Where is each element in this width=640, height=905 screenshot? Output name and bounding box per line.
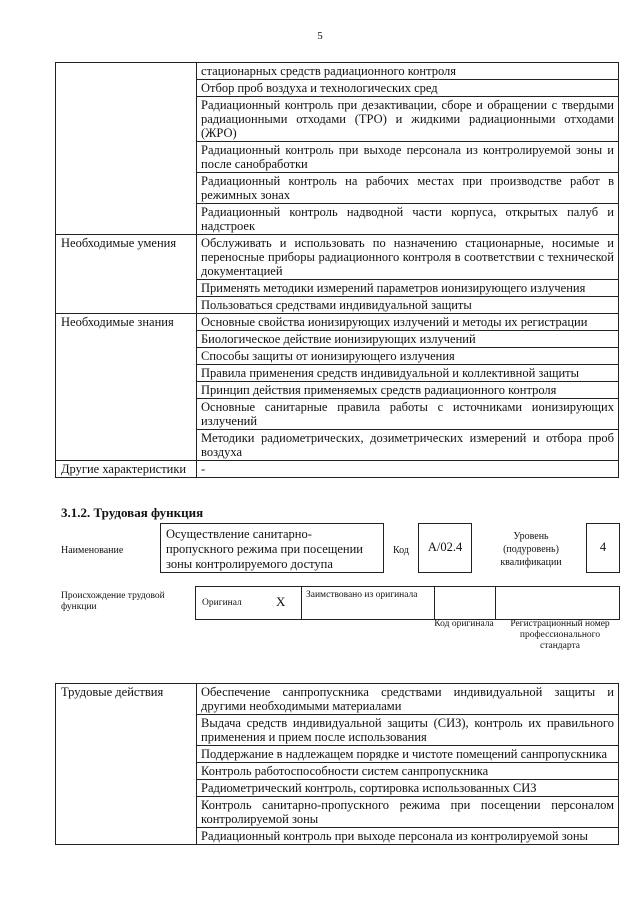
divider (301, 587, 302, 619)
row-item: Радиационный контроль на рабочих местах при производстве работ в режимных зонах (197, 173, 619, 204)
row-item: Контроль санитарно-пропускного режима при посещении персоналом контролируемой зоны (197, 797, 619, 828)
name-label: Наименование (61, 545, 124, 556)
level-label: Уровень (подуровень) квалификации (500, 531, 562, 568)
row-label: Необходимые знания (56, 314, 197, 461)
row-label: Необходимые умения (56, 235, 197, 314)
skills-knowledge-table (55, 62, 619, 478)
row-item: Методики радиометрических, дозиметрических измерений и отбора проб воздуха (197, 430, 619, 461)
divider (434, 587, 435, 619)
row-item: стационарных средств радиационного контроля (197, 63, 619, 80)
code-label: Код (393, 545, 409, 556)
reg-number-label: Регистрационный номер профессионального стандарта (510, 619, 610, 651)
row-label: Другие характеристики (56, 461, 197, 478)
borrowed-label: Заимствовано из оригинала (306, 590, 418, 600)
origin-label: Происхождение трудовой функции (61, 591, 165, 612)
row-item: Основные свойства ионизирующих излучений и методы их регистрации (197, 314, 619, 331)
row-item: Биологическое действие ионизирующих излучений (197, 331, 619, 348)
table-row (56, 63, 619, 80)
row-item: Принцип действия применяемых средств радиационного контроля (197, 382, 619, 399)
function-name-value: Осуществление санитарно-пропускного режима при посещении зоны контролируемого доступа (166, 527, 363, 571)
origin-row (195, 586, 620, 620)
table-row (56, 235, 619, 280)
row-item: Способы защиты от ионизирующего излучения (197, 348, 619, 365)
row-item: - (197, 461, 619, 478)
original-label: Оригинал (202, 598, 242, 608)
row-item: Выдача средств индивидуальной защиты (СИЗ), контроль их правильного применения и прием после использования (197, 715, 619, 746)
level-box (586, 523, 620, 573)
row-item: Радиометрический контроль, сортировка использованных СИЗ (197, 780, 619, 797)
code-value: А/02.4 (427, 540, 463, 554)
row-item: Радиационный контроль при выходе персонала из контролируемой зоны (197, 828, 619, 845)
table-row (56, 461, 619, 478)
row-label (56, 63, 197, 235)
code-original-label: Код оригинала (434, 619, 494, 629)
row-item: Радиационный контроль при дезактивации, сборе и обращении с твердыми радиационными отходами (ТРО) и жидкими радиационными отходами (ЖРО) (197, 97, 619, 142)
row-item: Радиационный контроль надводной части корпуса, открытых палуб и надстроек (197, 204, 619, 235)
level-value: 4 (599, 540, 607, 554)
divider (495, 587, 496, 619)
original-mark: X (276, 594, 286, 609)
row-item: Пользоваться средствами индивидуальной защиты (197, 297, 619, 314)
code-box (418, 523, 472, 573)
row-label: Трудовые действия (56, 684, 197, 845)
row-item: Обслуживать и использовать по назначению стационарные, носимые и переносные приборы радиационного контроля в соответствии с технической документацией (197, 235, 619, 280)
row-item: Обеспечение санпропускника средствами индивидуальной защиты и другими необходимыми материалами (197, 684, 619, 715)
table-row (56, 314, 619, 331)
row-item: Правила применения средств индивидуальной и коллективной защиты (197, 365, 619, 382)
function-name-box (160, 523, 384, 573)
row-item: Основные санитарные правила работы с источниками ионизирующих излучений (197, 399, 619, 430)
row-item: Отбор проб воздуха и технологических сред (197, 80, 619, 97)
row-item: Поддержание в надлежащем порядке и чистоте помещений санпропускника (197, 746, 619, 763)
row-item: Применять методики измерений параметров ионизирующего излучения (197, 280, 619, 297)
section-heading: 3.1.2. Трудовая функция (61, 505, 204, 520)
row-item: Радиационный контроль при выходе персонала из контролируемой зоны и после санобработки (197, 142, 619, 173)
labor-actions-table (55, 683, 619, 845)
table-row (56, 684, 619, 715)
row-item: Контроль работоспособности систем санпропускника (197, 763, 619, 780)
page-number: 5 (317, 30, 323, 42)
